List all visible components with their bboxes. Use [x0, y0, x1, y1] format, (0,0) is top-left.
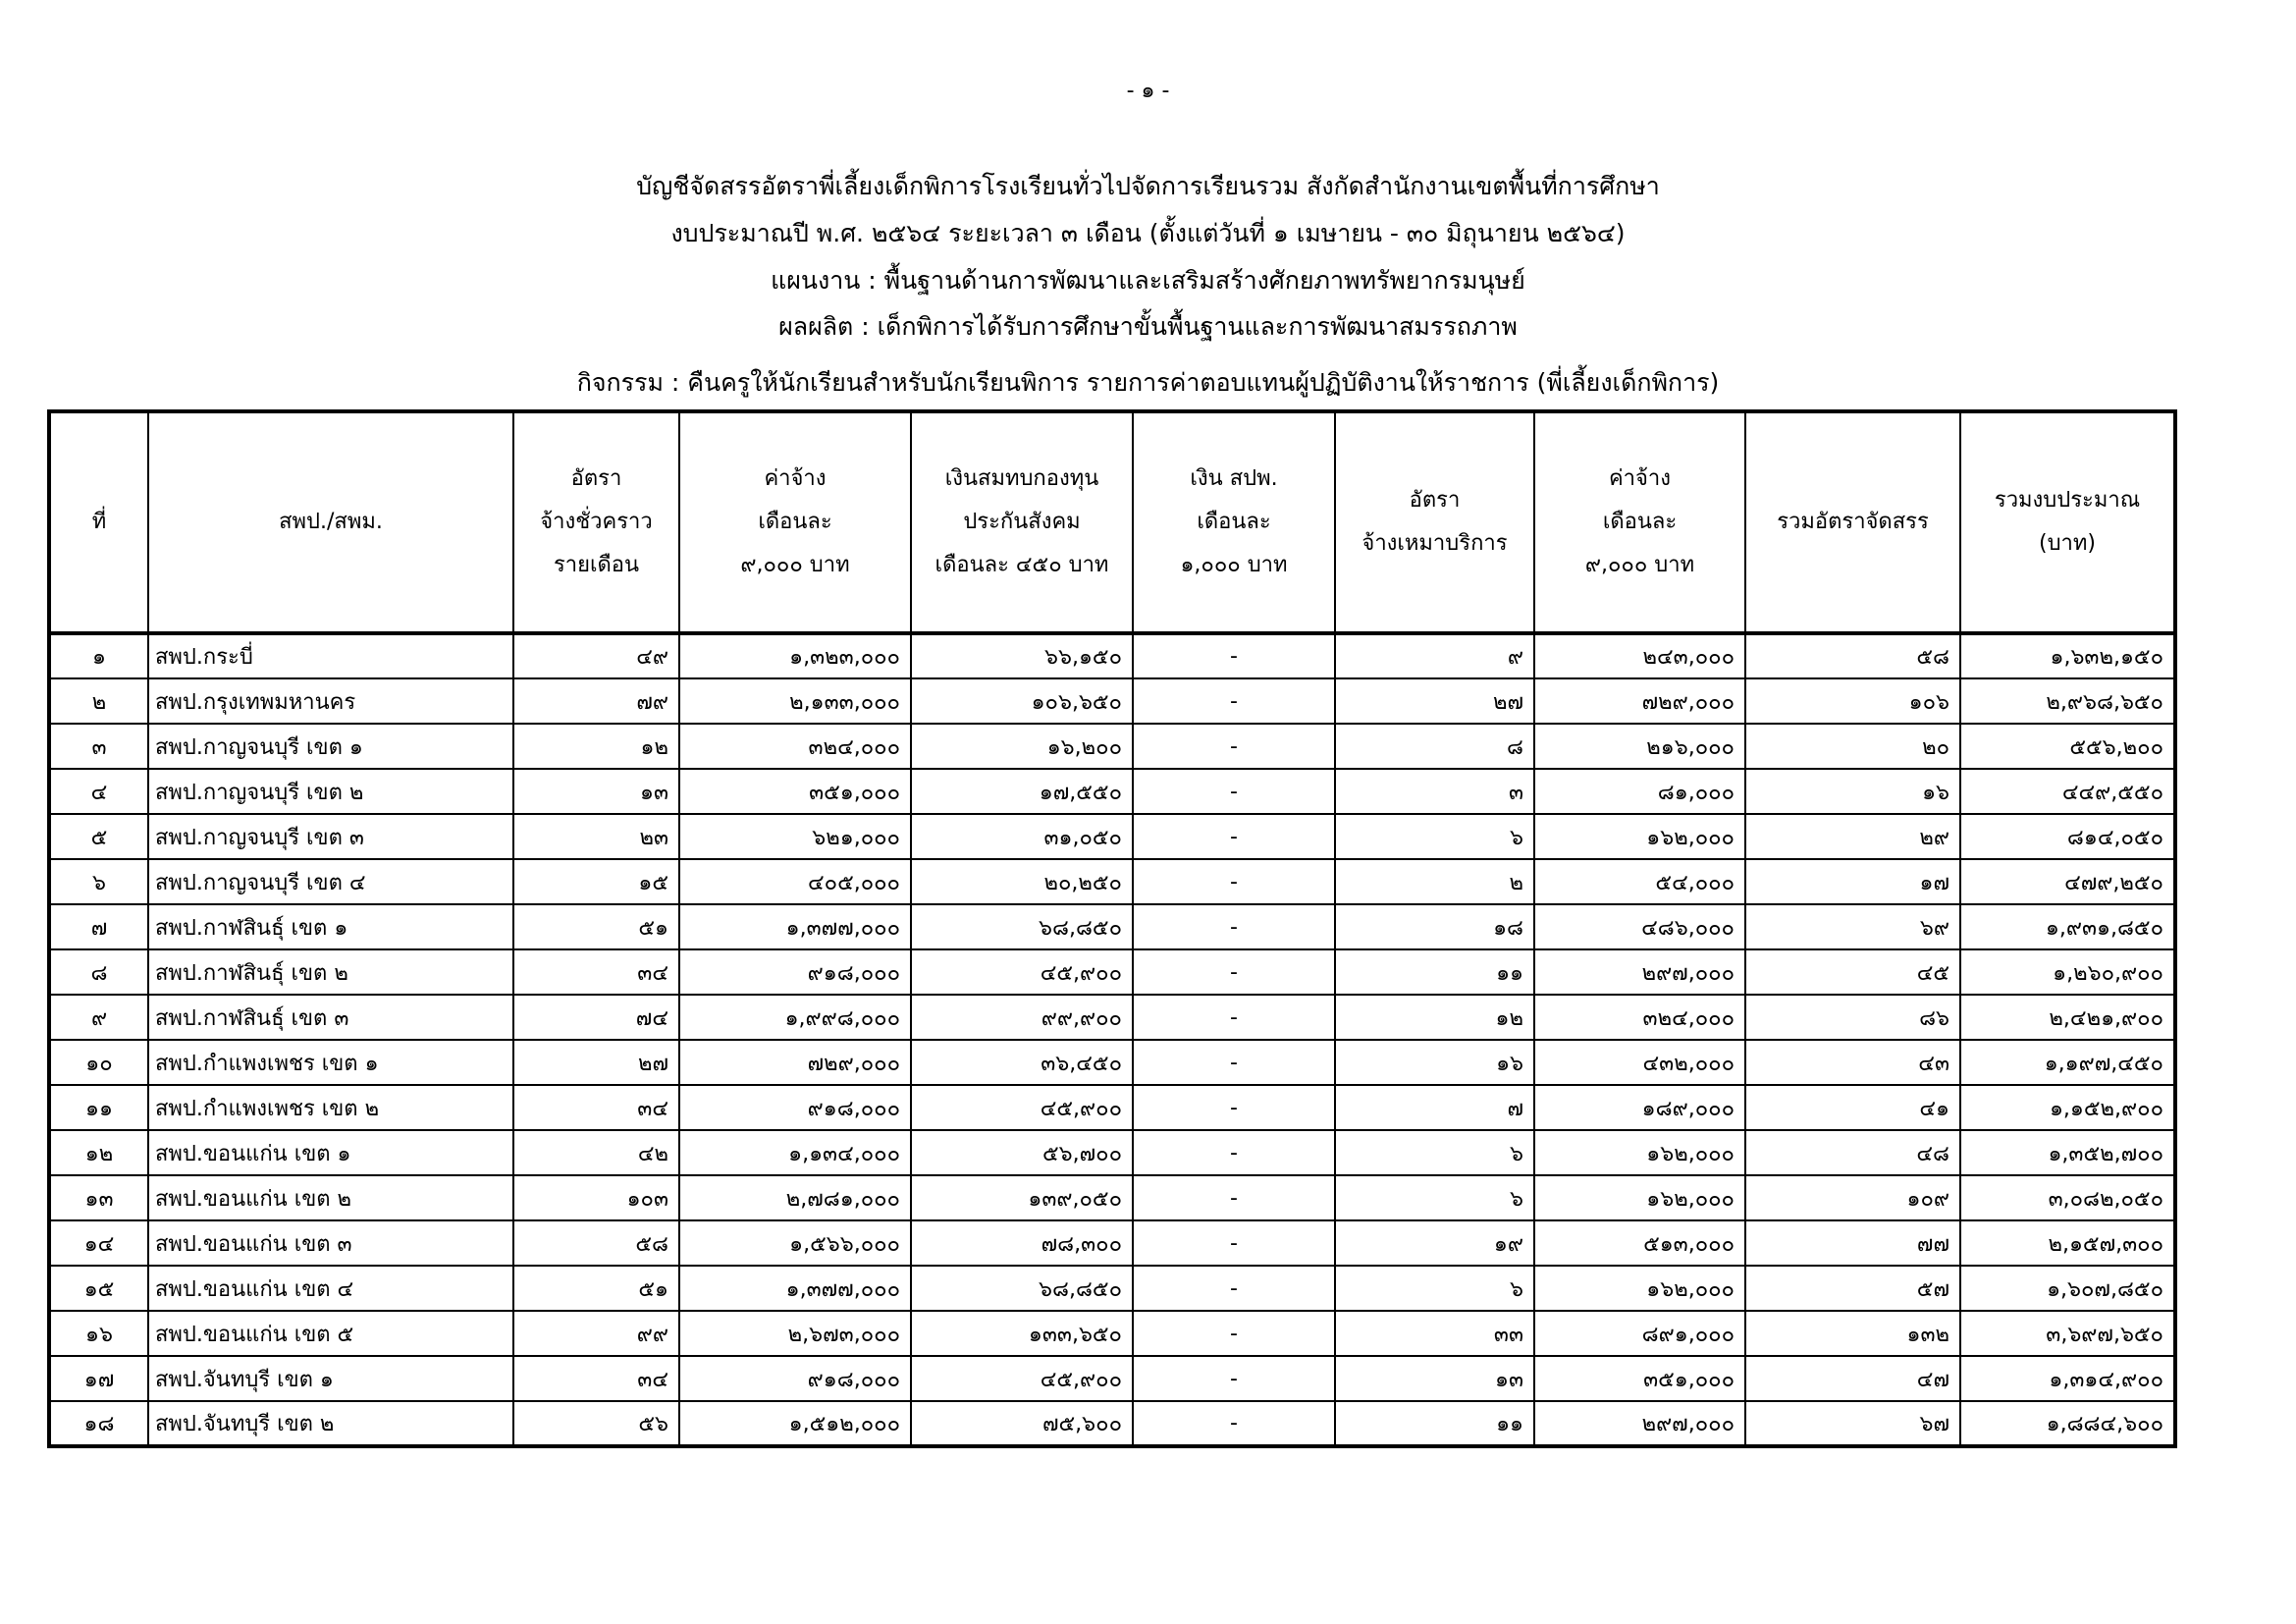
cell-no: ๑๑	[49, 1085, 148, 1130]
cell-outsource-wage: ๑๖๒,๐๐๐	[1534, 814, 1745, 859]
cell-total-rate: ๑๖	[1745, 769, 1960, 814]
header-temp-rate	[513, 411, 679, 633]
header-text-line: รายเดือน	[553, 553, 640, 577]
header-text-line: เดือนละ ๔๕๐ บาท	[934, 553, 1109, 577]
cell-outsource-wage: ๕๑๓,๐๐๐	[1534, 1220, 1745, 1266]
cell-outsource-rate: ๑๙	[1335, 1220, 1534, 1266]
cell-no: ๑๔	[49, 1220, 148, 1266]
cell-outsource-rate: ๖	[1335, 814, 1534, 859]
cell-temp-rate: ๕๑	[513, 1266, 679, 1311]
header-total-budget	[1960, 411, 2175, 633]
cell-temp-rate: ๔๙	[513, 633, 679, 678]
table-header-row	[49, 411, 2175, 633]
header-text-line: เดือนละ	[1197, 510, 1271, 534]
cell-no: ๑๗	[49, 1356, 148, 1401]
cell-office: สพป.กาฬสินธุ์ เขต ๑	[148, 904, 513, 949]
cell-outsource-rate: ๓๓	[1335, 1311, 1534, 1356]
cell-spp-money: -	[1133, 769, 1335, 814]
table-row	[49, 633, 2175, 678]
header-social-security	[911, 411, 1133, 633]
table-row	[49, 1040, 2175, 1085]
cell-spp-money: -	[1133, 1220, 1335, 1266]
cell-monthly-wage: ๙๑๘,๐๐๐	[679, 1356, 911, 1401]
cell-social-security: ๑๓๙,๐๕๐	[911, 1175, 1133, 1220]
cell-no: ๑๓	[49, 1175, 148, 1220]
cell-no: ๒	[49, 678, 148, 724]
cell-office: สพป.กำแพงเพชร เขต ๒	[148, 1085, 513, 1130]
cell-total-rate: ๗๗	[1745, 1220, 1960, 1266]
cell-no: ๗	[49, 904, 148, 949]
cell-monthly-wage: ๓๒๔,๐๐๐	[679, 724, 911, 769]
cell-outsource-rate: ๑๘	[1335, 904, 1534, 949]
cell-monthly-wage: ๑,๕๖๖,๐๐๐	[679, 1220, 911, 1266]
cell-spp-money: -	[1133, 724, 1335, 769]
header-text-line: ประกันสังคม	[963, 510, 1081, 534]
cell-temp-rate: ๒๓	[513, 814, 679, 859]
table-row	[49, 1266, 2175, 1311]
cell-total-rate: ๖๗	[1745, 1401, 1960, 1446]
header-total-rate	[1745, 411, 1960, 633]
title-line: บัญชีจัดสรรอัตราพี่เลี้ยงเด็กพิการโรงเรียนทั่วไปจัดการเรียนรวม สังกัดสำนักงานเขตพื้นที่การศึกษา	[636, 172, 1660, 200]
cell-no: ๔	[49, 769, 148, 814]
header-text-line: รวมอัตราจัดสรร	[1777, 510, 1929, 534]
cell-monthly-wage: ๗๒๙,๐๐๐	[679, 1040, 911, 1085]
cell-social-security: ๑๖,๒๐๐	[911, 724, 1133, 769]
cell-social-security: ๗๘,๓๐๐	[911, 1220, 1133, 1266]
cell-outsource-wage: ๒๑๖,๐๐๐	[1534, 724, 1745, 769]
cell-temp-rate: ๑๓	[513, 769, 679, 814]
cell-social-security: ๖๘,๘๕๐	[911, 904, 1133, 949]
cell-outsource-rate: ๖	[1335, 1175, 1534, 1220]
cell-office: สพป.กาฬสินธุ์ เขต ๓	[148, 995, 513, 1040]
cell-social-security: ๑๐๖,๖๕๐	[911, 678, 1133, 724]
cell-spp-money: -	[1133, 633, 1335, 678]
cell-spp-money: -	[1133, 1175, 1335, 1220]
table-row	[49, 995, 2175, 1040]
plan-line: แผนงาน : พื้นฐานด้านการพัฒนาและเสริมสร้างศักยภาพทรัพยากรมนุษย์	[771, 266, 1525, 295]
cell-monthly-wage: ๑,๓๒๓,๐๐๐	[679, 633, 911, 678]
cell-social-security: ๓๑,๐๕๐	[911, 814, 1133, 859]
cell-office: สพป.ขอนแก่น เขต ๒	[148, 1175, 513, 1220]
cell-monthly-wage: ๙๑๘,๐๐๐	[679, 949, 911, 995]
cell-no: ๑๕	[49, 1266, 148, 1311]
header-text-line: อัตรา	[570, 466, 622, 491]
cell-outsource-rate: ๙	[1335, 633, 1534, 678]
header-outsource-wage	[1534, 411, 1745, 633]
cell-total-budget: ๑,๑๙๗,๔๕๐	[1960, 1040, 2175, 1085]
cell-spp-money: -	[1133, 995, 1335, 1040]
cell-social-security: ๖๘,๘๕๐	[911, 1266, 1133, 1311]
cell-total-budget: ๑,๒๖๐,๙๐๐	[1960, 949, 2175, 995]
header-text-line: เงินสมทบกองทุน	[944, 466, 1099, 491]
cell-outsource-rate: ๖	[1335, 1130, 1534, 1175]
cell-office: สพป.ขอนแก่น เขต ๓	[148, 1220, 513, 1266]
cell-no: ๑๒	[49, 1130, 148, 1175]
cell-total-rate: ๒๙	[1745, 814, 1960, 859]
cell-total-budget: ๑,๓๑๔,๙๐๐	[1960, 1356, 2175, 1401]
cell-outsource-rate: ๑๑	[1335, 1401, 1534, 1446]
header-text-line: เดือนละ	[758, 510, 832, 534]
cell-social-security: ๔๕,๙๐๐	[911, 1356, 1133, 1401]
cell-outsource-wage: ๑๘๙,๐๐๐	[1534, 1085, 1745, 1130]
cell-no: ๓	[49, 724, 148, 769]
cell-total-budget: ๑,๓๕๒,๗๐๐	[1960, 1130, 2175, 1175]
header-text-line: ๙,๐๐๐ บาท	[1584, 553, 1695, 577]
header-text-line: ที่	[91, 510, 107, 534]
header-spp-money	[1133, 411, 1335, 633]
cell-outsource-rate: ๒	[1335, 859, 1534, 904]
cell-social-security: ๓๖,๔๕๐	[911, 1040, 1133, 1085]
header-text-line: รวมงบประมาณ	[1994, 488, 2141, 513]
cell-temp-rate: ๕๖	[513, 1401, 679, 1446]
cell-monthly-wage: ๑,๓๗๗,๐๐๐	[679, 1266, 911, 1311]
cell-monthly-wage: ๒,๑๓๓,๐๐๐	[679, 678, 911, 724]
header-text-line: (บาท)	[2039, 531, 2096, 556]
header-office	[148, 411, 513, 633]
cell-social-security: ๔๕,๙๐๐	[911, 949, 1133, 995]
cell-monthly-wage: ๙๑๘,๐๐๐	[679, 1085, 911, 1130]
cell-social-security: ๔๕,๙๐๐	[911, 1085, 1133, 1130]
cell-total-rate: ๑๐๖	[1745, 678, 1960, 724]
cell-monthly-wage: ๒,๗๘๑,๐๐๐	[679, 1175, 911, 1220]
cell-spp-money: -	[1133, 1085, 1335, 1130]
table-row	[49, 724, 2175, 769]
cell-total-rate: ๔๑	[1745, 1085, 1960, 1130]
cell-office: สพป.ขอนแก่น เขต ๕	[148, 1311, 513, 1356]
cell-total-budget: ๓,๖๙๗,๖๕๐	[1960, 1311, 2175, 1356]
table-row	[49, 1130, 2175, 1175]
cell-social-security: ๗๕,๖๐๐	[911, 1401, 1133, 1446]
cell-office: สพป.กาญจนบุรี เขต ๑	[148, 724, 513, 769]
cell-outsource-rate: ๖	[1335, 1266, 1534, 1311]
header-no	[49, 411, 148, 633]
cell-total-budget: ๘๑๔,๐๕๐	[1960, 814, 2175, 859]
header-text-line: ๑,๐๐๐ บาท	[1180, 553, 1288, 577]
header-text-line: เดือนละ	[1602, 510, 1678, 534]
cell-outsource-wage: ๓๕๑,๐๐๐	[1534, 1356, 1745, 1401]
cell-total-rate: ๑๓๒	[1745, 1311, 1960, 1356]
cell-temp-rate: ๑๐๓	[513, 1175, 679, 1220]
cell-total-rate: ๔๘	[1745, 1130, 1960, 1175]
cell-spp-money: -	[1133, 1356, 1335, 1401]
cell-outsource-rate: ๘	[1335, 724, 1534, 769]
table-row	[49, 1175, 2175, 1220]
cell-outsource-rate: ๑๓	[1335, 1356, 1534, 1401]
cell-office: สพป.กาญจนบุรี เขต ๓	[148, 814, 513, 859]
cell-spp-money: -	[1133, 1040, 1335, 1085]
cell-spp-money: -	[1133, 904, 1335, 949]
cell-office: สพป.กาญจนบุรี เขต ๔	[148, 859, 513, 904]
header-text-line: ๙,๐๐๐ บาท	[740, 553, 850, 577]
cell-office: สพป.ขอนแก่น เขต ๑	[148, 1130, 513, 1175]
cell-spp-money: -	[1133, 1401, 1335, 1446]
cell-total-budget: ๑,๘๘๔,๖๐๐	[1960, 1401, 2175, 1446]
cell-total-rate: ๘๖	[1745, 995, 1960, 1040]
header-text-line: ค่าจ้าง	[1608, 466, 1672, 491]
cell-social-security: ๙๙,๙๐๐	[911, 995, 1133, 1040]
cell-temp-rate: ๕๘	[513, 1220, 679, 1266]
cell-temp-rate: ๗๔	[513, 995, 679, 1040]
cell-temp-rate: ๑๒	[513, 724, 679, 769]
table-row	[49, 1085, 2175, 1130]
table-row	[49, 1401, 2175, 1446]
cell-monthly-wage: ๔๐๕,๐๐๐	[679, 859, 911, 904]
header-text-line: จ้างชั่วคราว	[540, 510, 653, 534]
header-text-line: สพป./สพม.	[279, 510, 383, 534]
cell-spp-money: -	[1133, 949, 1335, 995]
allocation-table	[47, 409, 2177, 1448]
cell-outsource-wage: ๒๙๗,๐๐๐	[1534, 949, 1745, 995]
cell-total-budget: ๑,๙๓๑,๘๕๐	[1960, 904, 2175, 949]
cell-office: สพป.ขอนแก่น เขต ๔	[148, 1266, 513, 1311]
cell-temp-rate: ๓๔	[513, 1356, 679, 1401]
cell-social-security: ๑๓๓,๖๕๐	[911, 1311, 1133, 1356]
cell-temp-rate: ๓๔	[513, 949, 679, 995]
cell-temp-rate: ๓๔	[513, 1085, 679, 1130]
cell-monthly-wage: ๓๕๑,๐๐๐	[679, 769, 911, 814]
table-row	[49, 678, 2175, 724]
table-row	[49, 949, 2175, 995]
cell-total-budget: ๒,๔๒๑,๙๐๐	[1960, 995, 2175, 1040]
activity-line: กิจกรรม : คืนครูให้นักเรียนสำหรับนักเรียนพิการ รายการค่าตอบแทนผู้ปฏิบัติงานให้ราชการ (พี่เลี้ยงเด็กพิการ)	[576, 368, 1720, 397]
cell-office: สพป.กาฬสินธุ์ เขต ๒	[148, 949, 513, 995]
cell-total-budget: ๕๕๖,๒๐๐	[1960, 724, 2175, 769]
cell-total-budget: ๑,๖๓๒,๑๕๐	[1960, 633, 2175, 678]
cell-outsource-rate: ๑๑	[1335, 949, 1534, 995]
cell-outsource-wage: ๘๑,๐๐๐	[1534, 769, 1745, 814]
header-text-line: อัตรา	[1409, 488, 1461, 513]
cell-monthly-wage: ๑,๕๑๒,๐๐๐	[679, 1401, 911, 1446]
cell-total-budget: ๒,๙๖๘,๖๕๐	[1960, 678, 2175, 724]
cell-temp-rate: ๔๒	[513, 1130, 679, 1175]
cell-temp-rate: ๕๑	[513, 904, 679, 949]
budget-period-line: งบประมาณปี พ.ศ. ๒๕๖๔ ระยะเวลา ๓ เดือน (ตั้งแต่วันที่ ๑ เมษายน - ๓๐ มิถุนายน ๒๕๖๔)	[670, 219, 1626, 247]
cell-monthly-wage: ๖๒๑,๐๐๐	[679, 814, 911, 859]
cell-outsource-wage: ๕๔,๐๐๐	[1534, 859, 1745, 904]
cell-total-rate: ๔๕	[1745, 949, 1960, 995]
cell-outsource-wage: ๒๙๗,๐๐๐	[1534, 1401, 1745, 1446]
cell-outsource-wage: ๑๖๒,๐๐๐	[1534, 1130, 1745, 1175]
cell-total-budget: ๔๗๙,๒๕๐	[1960, 859, 2175, 904]
table-row	[49, 769, 2175, 814]
cell-outsource-wage: ๑๖๒,๐๐๐	[1534, 1175, 1745, 1220]
cell-no: ๖	[49, 859, 148, 904]
cell-no: ๑	[49, 633, 148, 678]
cell-no: ๘	[49, 949, 148, 995]
table-row	[49, 1356, 2175, 1401]
cell-total-rate: ๑๗	[1745, 859, 1960, 904]
table-row	[49, 859, 2175, 904]
cell-outsource-rate: ๗	[1335, 1085, 1534, 1130]
cell-total-budget: ๑,๖๐๗,๘๕๐	[1960, 1266, 2175, 1311]
cell-social-security: ๑๗,๕๕๐	[911, 769, 1133, 814]
cell-office: สพป.กรุงเทพมหานคร	[148, 678, 513, 724]
cell-monthly-wage: ๑,๑๓๔,๐๐๐	[679, 1130, 911, 1175]
cell-office: สพป.กาญจนบุรี เขต ๒	[148, 769, 513, 814]
cell-spp-money: -	[1133, 814, 1335, 859]
cell-total-budget: ๒,๑๕๗,๓๐๐	[1960, 1220, 2175, 1266]
cell-office: สพป.จันทบุรี เขต ๑	[148, 1356, 513, 1401]
header-text-line: ค่าจ้าง	[764, 466, 827, 491]
header-text-line: เงิน สปพ.	[1190, 466, 1278, 491]
cell-total-budget: ๔๔๙,๕๕๐	[1960, 769, 2175, 814]
cell-temp-rate: ๗๙	[513, 678, 679, 724]
cell-temp-rate: ๙๙	[513, 1311, 679, 1356]
cell-office: สพป.กำแพงเพชร เขต ๑	[148, 1040, 513, 1085]
header-outsource-rate	[1335, 411, 1534, 633]
cell-temp-rate: ๑๕	[513, 859, 679, 904]
cell-spp-money: -	[1133, 859, 1335, 904]
cell-monthly-wage: ๒,๖๗๓,๐๐๐	[679, 1311, 911, 1356]
cell-total-rate: ๔๗	[1745, 1356, 1960, 1401]
cell-social-security: ๖๖,๑๕๐	[911, 633, 1133, 678]
header-monthly-wage	[679, 411, 911, 633]
cell-spp-money: -	[1133, 1311, 1335, 1356]
cell-outsource-rate: ๑๖	[1335, 1040, 1534, 1085]
output-line: ผลผลิต : เด็กพิการได้รับการศึกษาขั้นพื้นฐานและการพัฒนาสมรรถภาพ	[778, 312, 1518, 341]
cell-outsource-wage: ๑๖๒,๐๐๐	[1534, 1266, 1745, 1311]
cell-temp-rate: ๒๗	[513, 1040, 679, 1085]
table-body	[49, 633, 2175, 1446]
table-row	[49, 814, 2175, 859]
cell-total-rate: ๖๙	[1745, 904, 1960, 949]
cell-outsource-wage: ๗๒๙,๐๐๐	[1534, 678, 1745, 724]
cell-outsource-rate: ๑๒	[1335, 995, 1534, 1040]
cell-outsource-wage: ๓๒๔,๐๐๐	[1534, 995, 1745, 1040]
cell-spp-money: -	[1133, 678, 1335, 724]
page-number: - ๑ -	[1126, 79, 1170, 103]
table-row	[49, 1311, 2175, 1356]
cell-social-security: ๕๖,๗๐๐	[911, 1130, 1133, 1175]
cell-no: ๕	[49, 814, 148, 859]
cell-outsource-rate: ๓	[1335, 769, 1534, 814]
cell-spp-money: -	[1133, 1130, 1335, 1175]
cell-outsource-wage: ๔๘๖,๐๐๐	[1534, 904, 1745, 949]
cell-no: ๙	[49, 995, 148, 1040]
cell-no: ๑๐	[49, 1040, 148, 1085]
table-row	[49, 1220, 2175, 1266]
cell-no: ๑๖	[49, 1311, 148, 1356]
cell-outsource-wage: ๒๔๓,๐๐๐	[1534, 633, 1745, 678]
cell-outsource-wage: ๘๙๑,๐๐๐	[1534, 1311, 1745, 1356]
header-text-line: จ้างเหมาบริการ	[1362, 531, 1508, 556]
cell-outsource-rate: ๒๗	[1335, 678, 1534, 724]
cell-office: สพป.จันทบุรี เขต ๒	[148, 1401, 513, 1446]
cell-total-rate: ๕๘	[1745, 633, 1960, 678]
cell-total-rate: ๔๓	[1745, 1040, 1960, 1085]
cell-outsource-wage: ๔๓๒,๐๐๐	[1534, 1040, 1745, 1085]
cell-monthly-wage: ๑,๙๙๘,๐๐๐	[679, 995, 911, 1040]
cell-no: ๑๘	[49, 1401, 148, 1446]
cell-monthly-wage: ๑,๓๗๗,๐๐๐	[679, 904, 911, 949]
cell-total-rate: ๒๐	[1745, 724, 1960, 769]
cell-social-security: ๒๐,๒๕๐	[911, 859, 1133, 904]
cell-spp-money: -	[1133, 1266, 1335, 1311]
cell-total-budget: ๑,๑๕๒,๙๐๐	[1960, 1085, 2175, 1130]
cell-total-rate: ๕๗	[1745, 1266, 1960, 1311]
cell-total-rate: ๑๐๙	[1745, 1175, 1960, 1220]
cell-total-budget: ๓,๐๘๒,๐๕๐	[1960, 1175, 2175, 1220]
cell-office: สพป.กระบี่	[148, 633, 513, 678]
table-row	[49, 904, 2175, 949]
